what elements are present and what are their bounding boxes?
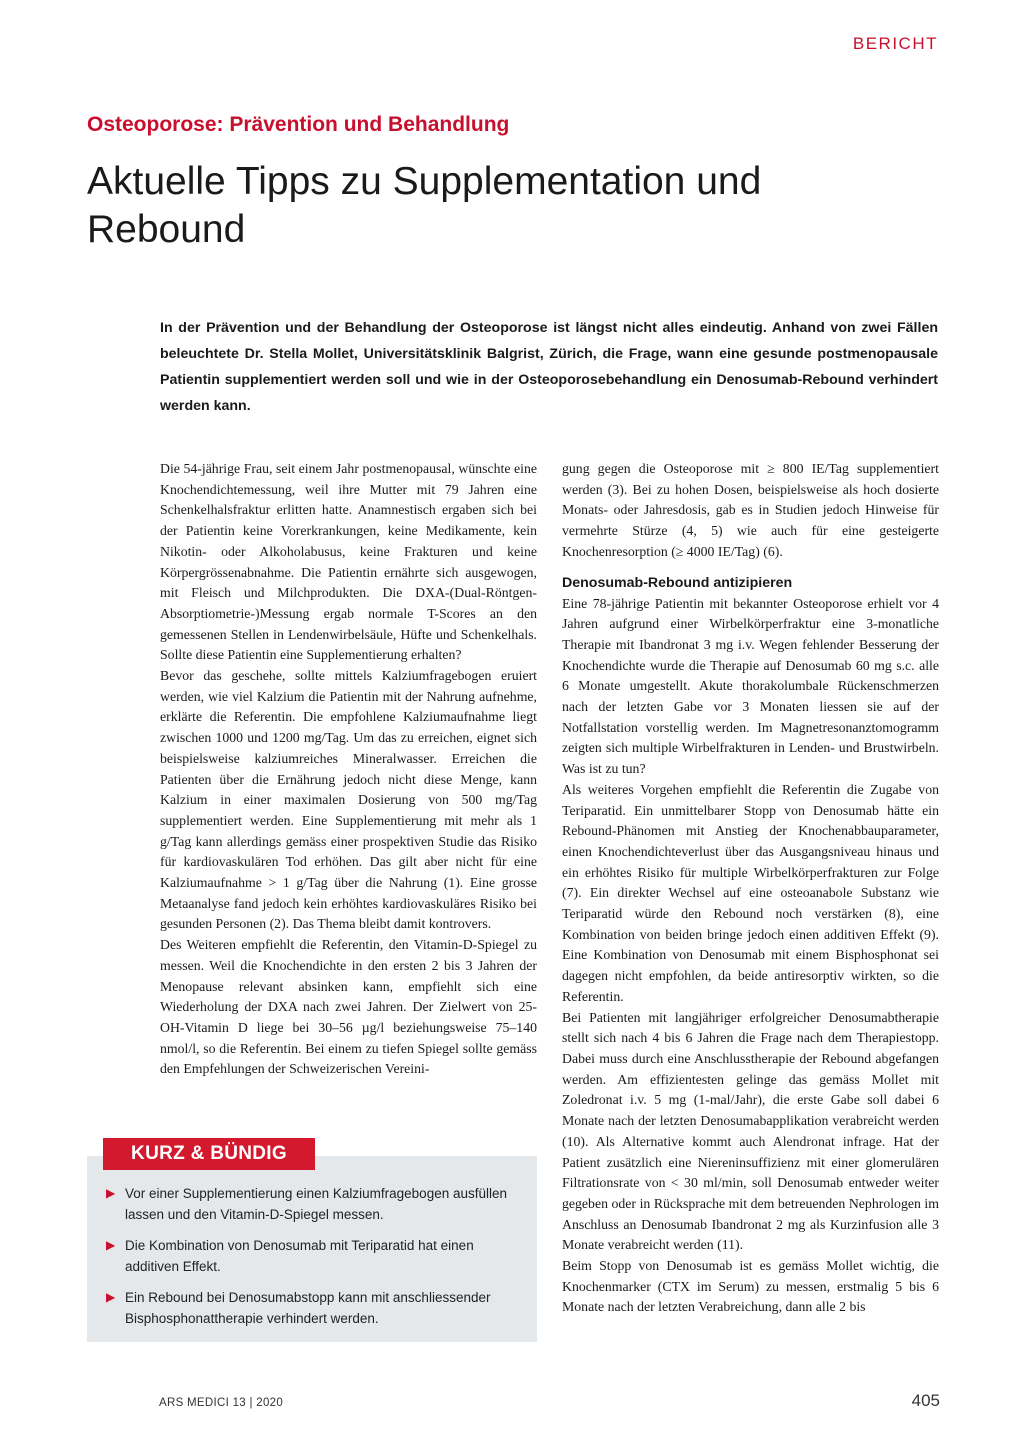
article-title: Aktuelle Tipps zu Supplementation und Rebound — [87, 160, 762, 251]
summary-item-text: Die Kombination von Denosumab mit Teriparatid hat einen additiven Effekt. — [125, 1238, 474, 1274]
play-arrow-icon: ▶ — [106, 1290, 116, 1304]
article-kicker: Osteoporose: Prävention und Behandlung — [87, 113, 510, 136]
body-paragraph: gung gegen die Osteoporose mit ≥ 800 IE/Tag supplementiert werden (3). Bei zu hohen Dosen, beispielsweise als hoch dosierte Monats- oder Jahresdosis, gab es in Studien jedoch Hinweise für vermehrte Stürze (4, 5) wie auch für eine gesteigerte Knochenresorption (≥ 4000 IE/Tag) (6). — [562, 461, 939, 559]
summary-item — [106, 1183, 526, 1225]
play-arrow-icon: ▶ — [106, 1238, 116, 1252]
section-subheading: Denosumab-Rebound antizipieren — [562, 574, 793, 591]
body-paragraph: Bevor das geschehe, sollte mittels Kalziumfragebogen eruiert werden, wie viel Kalzium die Patientin mit der Nahrung aufnehme, erklärte die Referentin. Die empfohlene Kalziumaufnahme liegt zwischen 1000 und 1200 mg/Tag. Um das zu erreichen, eignet sich beispielsweise kalziumreiches Mineralwasser. Erreichen die Patienten über die Ernährung jedoch nicht diese Menge, kann Kalzium in einer maximalen Dosierung von 500 mg/Tag supplementiert werden. Eine Supplementierung mit mehr als 1 g/Tag kann allerdings gemäss einer prospektiven Studie das Risiko für kardiovaskulären Tod erhöhen. Das gilt aber nicht für eine Kalziumaufnahme > 1 g/Tag über die Nahrung (1). Eine grosse Metaanalyse fand jedoch kein erhöhtes kardiovaskuläres Risiko bei gesunden Personen (2). Das Thema bleibt damit kontrovers. — [160, 668, 537, 932]
body-paragraph: Als weiteres Vorgehen empfiehlt die Referentin die Zugabe von Teriparatid. Ein unmittelbarer Stopp von Denosumab hätte ein Rebound-Phänomen mit Anstieg der Knochenabbauparameter, einen Knochendichteverlust über das Ausgangsniveau hinaus und ein erhöhtes Risiko für multiple Wirbelkörperfrakturen zur Folge (7). Ein direkter Wechsel auf eine osteoanabole Substanz wie Teriparatid würde den Rebound noch verstärken (8), eine Kombination von beiden bringe jedoch einen additiven Effekt (9). Eine Kombination von Denosumab mit einem Bisphosphonat sei dagegen nicht empfohlen, da beide antiresorptiv wirkten, so die Referentin. — [562, 781, 939, 1004]
summary-item-text: Ein Rebound bei Denosumabstopp kann mit anschliessender Bisphosphonattherapie verhindert werden. — [125, 1290, 491, 1326]
summary-item — [106, 1287, 526, 1329]
body-paragraph: Eine 78-jährige Patientin mit bekannter Osteoporose erhielt vor 4 Jahren aufgrund einer Wirbelkörperfraktur eine 3-monatliche Therapie mit Ibandronat 3 mg i.v. Wegen fehlender Besserung der Knochendichte wurde die Therapie auf Denosumab 60 mg s.c. alle 6 Monate umgestellt. Akute thorakolumbale Rückenschmerzen nach der letzten Gabe vor 3 Monaten liessen sie auf der Notfallstation vorstellig werden. Im Magnetresonanztomogramm zeigten sich multiple Wirbelfrakturen in Lenden- und Brustwirbeln. Was ist zu tun? — [562, 595, 939, 777]
summary-item — [106, 1235, 526, 1277]
right-column — [562, 459, 939, 1318]
play-arrow-icon: ▶ — [106, 1186, 116, 1200]
summary-item-text: Vor einer Supplementierung einen Kalziumfragebogen ausfüllen lassen und den Vitamin-D-Spiegel messen. — [125, 1186, 508, 1222]
body-paragraph: Bei Patienten mit langjähriger erfolgreicher Denosumabtherapie stellt sich nach 4 bis 6 Jahren die Frage nach dem Therapiestopp. Dabei muss durch eine Anschlusstherapie der Rebound abgefangen werden. Am effizientesten gelinge das gemäss Mollet mit Zoledronat i.v. 5 mg (1-mal/Jahr), die erste Gabe soll dabei 6 Monate nach der letzten Denosumabapplikation verabreicht werden (10). Als Alternative kommt auch Alendronat infrage. Hat der Patient zusätzlich eine Niereninsuffizienz mit einer glomerulären Filtrationsrate von < 30 ml/min, soll Denosumab entweder weiter gegeben oder in Rücksprache mit dem betreuenden Nephrologen im Anschluss an Denosumab Ibandronat 2 mg als Kurzinfusion alle 3 Monate verabreicht werden (11). — [562, 1009, 939, 1253]
body-paragraph: Die 54-jährige Frau, seit einem Jahr postmenopausal, wünschte eine Knochendichtemessung, weil ihre Mutter mit 79 Jahren eine Schenkelhalsfraktur erlitten hatte. Anamnestisch ergaben sich bei der Patientin keine Vorerkrankungen, keine Medikamente, kein Nikotin- oder Alkoholabusus, keine Frakturen und keine Körpergrössenabnahme. Die Patientin ernährte sich ausgewogen, mit Fleisch und Milchprodukten. Die DXA-(Dual-Röntgen-Absorptiometrie-)Messung ergab normale T-Scores an den gemessenen Stellen in Lendenwirbelsäule, Hüfte und Schenkelhals. Sollte diese Patientin eine Supplementierung erhalten? — [160, 461, 537, 663]
summary-list — [106, 1183, 526, 1339]
article-lead: In der Prävention und der Behandlung der Osteoporose ist längst nicht alles eindeutig. Anhand von zwei Fällen beleuchtete Dr. Stella Mollet, Universitätsklinik Balgrist, Zürich, die Frage, wann eine gesunde postmenopausale Patientin supplementiert werden soll und wie in der Osteoporosebehandlung ein Denosumab-Rebound verhindert werden kann. — [160, 320, 938, 414]
page-number: 405 — [911, 1391, 940, 1410]
section-label: BERICHT — [852, 34, 938, 53]
body-paragraph: Beim Stopp von Denosumab ist es gemäss Mollet wichtig, die Knochenmarker (CTX im Serum) zu messen, erstmalig 5 bis 6 Monate nach der letzten Verabreichung, dann alle 2 bis — [562, 1258, 939, 1315]
journal-footer: ARS MEDICI 13 | 2020 — [159, 1397, 284, 1409]
body-paragraph: Des Weiteren empfiehlt die Referentin, den Vitamin-D-Spiegel zu messen. Weil die Knochendichte in den ersten 2 bis 3 Jahren der Menopause relevant absinken kann, empfiehlt sich eine Wiederholung der DXA nach zwei Jahren. Der Zielwert von 25-OH-Vitamin D liege bei 30–56 µg/l beziehungsweise 75–140 nmol/l, so die Referentin. Bei einem zu tiefen Spiegel sollte gemäss den Empfehlungen der Schweizerischen Vereini- — [160, 937, 537, 1077]
summary-title: KURZ & BÜNDIG — [103, 1138, 315, 1170]
left-column — [160, 459, 537, 1080]
